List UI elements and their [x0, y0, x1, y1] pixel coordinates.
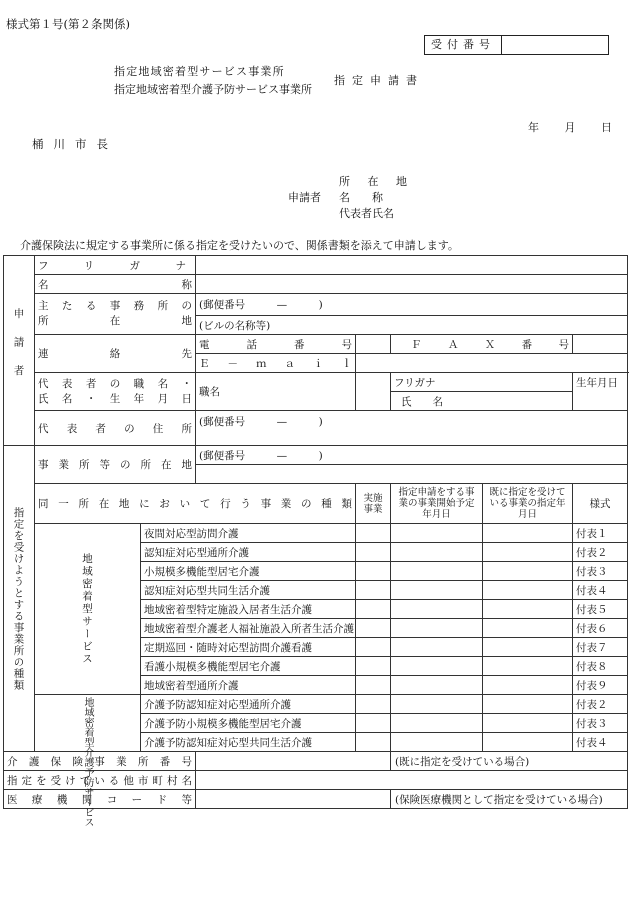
rep-name-field[interactable]: 氏 名: [391, 392, 573, 411]
implement-header: 実施事業: [356, 484, 391, 524]
insurance-number-note: (既に指定を受けている場合): [391, 752, 628, 771]
community-service-label: 地域密着型サービス: [35, 524, 141, 695]
start-date-cell[interactable]: [391, 657, 483, 676]
addressee: 桶川市長: [32, 137, 118, 151]
designated-date-cell[interactable]: [483, 619, 573, 638]
service-name: 看護小規模多機能型居宅介護: [141, 657, 356, 676]
receipt-number-field[interactable]: [502, 36, 608, 54]
start-date-cell[interactable]: [391, 581, 483, 600]
start-date-cell[interactable]: [391, 733, 483, 752]
rep-address-label: 代表者の住所: [35, 411, 196, 446]
office-address-label-line2: 所在地: [38, 315, 193, 327]
designated-date-cell[interactable]: [483, 695, 573, 714]
application-statement: 介護保険法に規定する事業所に係る指定を受けたいので、関係書類を添えて申請します。: [20, 239, 459, 252]
designated-date-cell[interactable]: [483, 657, 573, 676]
form-ref: 付表３: [573, 714, 628, 733]
implement-cell[interactable]: [356, 600, 391, 619]
form-ref: 付表４: [573, 581, 628, 600]
service-name: 定期巡回・随時対応型訪問介護看護: [141, 638, 356, 657]
office-address-label: [35, 294, 196, 335]
service-name: 地域密着型特定施設入居者生活介護: [141, 600, 356, 619]
form-ref: 付表３: [573, 562, 628, 581]
designated-date-cell[interactable]: [483, 600, 573, 619]
applicant-representative-label: 代表者氏名: [339, 207, 394, 220]
implement-cell[interactable]: [356, 581, 391, 600]
name-input[interactable]: [196, 275, 628, 294]
implement-cell[interactable]: [356, 714, 391, 733]
representative-label: [35, 373, 196, 411]
implement-cell[interactable]: [356, 638, 391, 657]
designated-date-cell[interactable]: [483, 638, 573, 657]
start-date-cell[interactable]: [391, 714, 483, 733]
email-label: Ｅ－ｍａｉｌ: [196, 354, 356, 373]
start-date-cell[interactable]: [391, 600, 483, 619]
birthdate-field[interactable]: 生年月日: [573, 373, 628, 411]
form-ref: 付表６: [573, 619, 628, 638]
office-location-postal-field[interactable]: (郵便番号 — ): [196, 446, 628, 465]
designated-date-cell[interactable]: [483, 543, 573, 562]
service-name: 小規模多機能型居宅介護: [141, 562, 356, 581]
designated-date-header: 既に指定を受けている事業の指定年月日: [483, 484, 573, 524]
start-date-cell[interactable]: [391, 619, 483, 638]
implement-cell[interactable]: [356, 562, 391, 581]
phone-input[interactable]: [356, 335, 391, 354]
title-line-1: 指定地域密着型サービス事業所: [114, 65, 285, 78]
implement-cell[interactable]: [356, 524, 391, 543]
form-ref: 付表２: [573, 695, 628, 714]
implement-cell[interactable]: [356, 619, 391, 638]
office-address-label-line1: 主たる事務所の: [38, 300, 193, 312]
implement-cell[interactable]: [356, 543, 391, 562]
insurance-number-input[interactable]: [196, 752, 391, 771]
start-date-cell[interactable]: [391, 562, 483, 581]
form-header: 様式: [573, 484, 628, 524]
designated-date-cell[interactable]: [483, 676, 573, 695]
applicant-name-label: 名 称: [339, 191, 383, 204]
receipt-number-box: [424, 35, 609, 55]
office-building-field[interactable]: (ビルの名称等): [196, 316, 628, 335]
receipt-number-label: 受付番号: [425, 36, 502, 54]
representative-label-line2: 氏名・生年月日: [38, 392, 193, 405]
form-ref: 付表１: [573, 524, 628, 543]
service-name: 地域密着型通所介護: [141, 676, 356, 695]
prevention-service-label: 地域密着型介護予防サービス: [35, 695, 141, 752]
other-city-input[interactable]: [196, 771, 628, 790]
date-placeholder: 年 月 日: [528, 121, 612, 134]
medical-code-note: (保険医療機関として指定を受けている場合): [391, 790, 628, 809]
form-ref: 付表７: [573, 638, 628, 657]
email-input[interactable]: [356, 354, 628, 373]
rep-furigana-field[interactable]: フリガナ: [391, 373, 573, 392]
representative-label-line1: 代表者の職名・: [38, 377, 193, 390]
fax-input[interactable]: [573, 335, 628, 354]
start-date-cell[interactable]: [391, 695, 483, 714]
implement-cell[interactable]: [356, 676, 391, 695]
service-name: 認知症対応型通所介護: [141, 543, 356, 562]
form-number: 様式第１号(第２条関係): [6, 17, 130, 31]
designation-section-label: 指定を受けようとする事業所の種類: [4, 446, 35, 752]
designated-date-cell[interactable]: [483, 562, 573, 581]
applicant-section-label: 申請者: [4, 256, 35, 446]
job-title-input[interactable]: [356, 373, 391, 411]
start-date-cell[interactable]: [391, 524, 483, 543]
contact-label: 連絡先: [35, 335, 196, 373]
designated-date-cell[interactable]: [483, 733, 573, 752]
office-location-label: 事業所等の所在地: [35, 446, 196, 484]
designated-date-cell[interactable]: [483, 524, 573, 543]
start-date-cell[interactable]: [391, 638, 483, 657]
insurance-number-label: 介護保険事業所番号: [4, 752, 196, 771]
application-form-table: [3, 255, 628, 827]
implement-cell[interactable]: [356, 657, 391, 676]
rep-address-field[interactable]: (郵便番号 — ): [196, 411, 628, 446]
start-date-cell[interactable]: [391, 676, 483, 695]
applicant-address-label: 所 在 地: [339, 175, 414, 188]
form-ref: 付表８: [573, 657, 628, 676]
service-name: 夜間対応型訪問介護: [141, 524, 356, 543]
document-title: 指定申請書: [334, 74, 424, 87]
fax-label: ＦＡＸ番号: [391, 335, 573, 354]
designated-date-cell[interactable]: [483, 714, 573, 733]
title-line-2: 指定地域密着型介護予防サービス事業所: [114, 83, 312, 96]
service-name: 介護予防認知症対応型共同生活介護: [141, 733, 356, 752]
form-ref: 付表５: [573, 600, 628, 619]
implement-cell[interactable]: [356, 695, 391, 714]
medical-code-input[interactable]: [196, 790, 391, 809]
service-name: 介護予防認知症対応型通所介護: [141, 695, 356, 714]
form-ref: 付表９: [573, 676, 628, 695]
office-location-field[interactable]: [196, 465, 628, 484]
service-type-header: 同一所在地において行う事業の種類: [35, 484, 356, 524]
form-ref: 付表２: [573, 543, 628, 562]
applicant-label: 申請者: [288, 191, 321, 204]
name-label: 名称: [35, 275, 196, 294]
start-date-header: 指定申請をする事業の事業開始予定年月日: [391, 484, 483, 524]
form-ref: 付表４: [573, 733, 628, 752]
phone-label: 電話番号: [196, 335, 356, 354]
service-name: 認知症対応型共同生活介護: [141, 581, 356, 600]
job-title-label: 職名: [196, 373, 356, 411]
office-postal-field[interactable]: (郵便番号 — ): [196, 294, 628, 316]
furigana-label: フリガナ: [35, 256, 196, 275]
furigana-input[interactable]: [196, 256, 628, 275]
implement-cell[interactable]: [356, 733, 391, 752]
service-name: 介護予防小規模多機能型居宅介護: [141, 714, 356, 733]
designated-date-cell[interactable]: [483, 581, 573, 600]
service-name: 地域密着型介護老人福祉施設入所者生活介護: [141, 619, 356, 638]
other-city-label: 指定を受けている他市町村名: [4, 771, 196, 790]
medical-code-label: 医療機関コード等: [4, 790, 196, 809]
start-date-cell[interactable]: [391, 543, 483, 562]
